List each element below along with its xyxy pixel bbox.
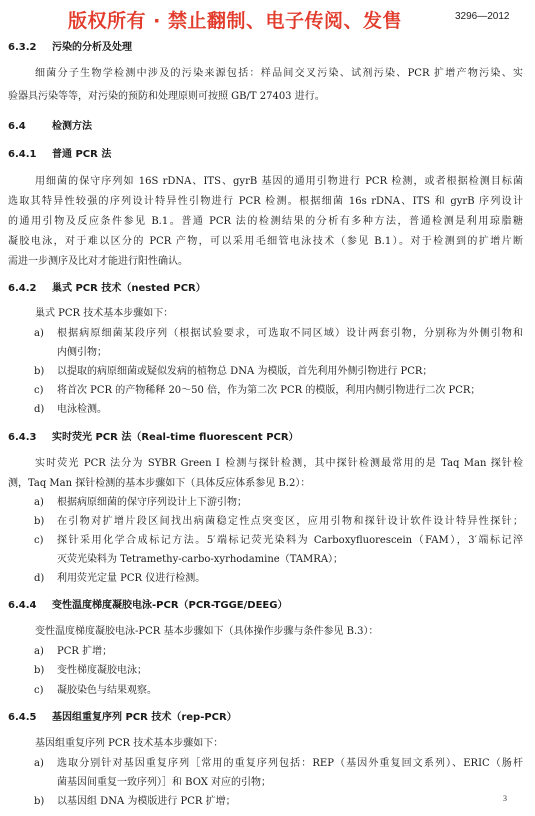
paragraph-line: 的通用引物及反应条件参见 B.1。普通 PCR 法的检测结果的分析有多种方法，普通检测是利用琼脂糖 bbox=[8, 216, 523, 227]
list-marker: c) bbox=[34, 385, 44, 396]
section-heading-6-4-2 bbox=[8, 283, 206, 295]
section-heading-6-4-3 bbox=[8, 432, 299, 444]
section-number: 6.4.1 bbox=[8, 149, 37, 160]
section-title: 实时荧光 PCR 法（Real-time fluorescent PCR） bbox=[52, 432, 299, 443]
list-marker: a) bbox=[34, 328, 44, 339]
section-title: 变性温度梯度凝胶电泳-PCR（PCR-TGGE/DEEG） bbox=[52, 600, 288, 611]
standard-code: 3296—2012 bbox=[455, 11, 510, 22]
list-item-line: 选取分别针对基因重复序列［常用的重复序列包括：REP（基因外重复回文系列）、ERIC（肠杆 bbox=[57, 758, 523, 769]
list-item-line: 在引物对扩增片段区间找出病菌稳定性点突变区，应用引物和探针设计软件设计特异性探针； bbox=[57, 516, 523, 527]
list-marker: c) bbox=[34, 535, 44, 546]
list-item-line: 将首次 PCR 的产物稀释 20～50 倍，作为第二次 PCR 的模版，利用内侧引物进行二次 PCR； bbox=[57, 385, 481, 396]
list-item-line: 灭荧光染料为 Tetramethy-carbo-xyrhodamine（TAMRA）； bbox=[57, 554, 344, 565]
section-number: 6.4.3 bbox=[8, 432, 37, 443]
list-marker: b) bbox=[34, 366, 45, 377]
section-heading-6-4 bbox=[8, 121, 92, 133]
section-title: 基因组重复序列 PCR 技术（rep-PCR） bbox=[52, 712, 237, 723]
section-number: 6.3.2 bbox=[8, 42, 37, 53]
paragraph-line: 选取其特异性较强的序列设计特异性引物进行 PCR 检测。根据细菌 16s rDNA、ITS 和 gyrB 序列设计 bbox=[8, 196, 523, 207]
section-number: 6.4.5 bbox=[8, 712, 37, 723]
paragraph-line: 巢式 PCR 技术基本步骤如下： bbox=[35, 308, 174, 319]
list-item-line: 以基因组 DNA 为模版进行 PCR 扩增； bbox=[57, 796, 236, 807]
paragraph-line: 需进一步测序及比对才能进行阳性确认。 bbox=[8, 256, 188, 267]
list-marker: b) bbox=[34, 665, 45, 676]
paragraph-line: 实时荧光 PCR 法分为 SYBR Green Ⅰ 检测与探针检测，其中探针检测最常用的是 Taq Man 探针检 bbox=[35, 458, 523, 469]
section-title: 巢式 PCR 技术（nested PCR） bbox=[52, 283, 206, 294]
copyright-watermark: 版权所有 · 禁止翻制、电子传阅、发售 bbox=[68, 10, 402, 32]
list-marker: b) bbox=[34, 516, 45, 527]
list-item-line: 探针采用化学合成标记方法。5′端标记荧光染料为 Carboxyfluorescein（FAM），3′端标记淬 bbox=[57, 535, 523, 546]
section-heading-6-4-1 bbox=[8, 149, 111, 161]
list-marker: a) bbox=[34, 497, 44, 508]
section-title: 普通 PCR 法 bbox=[52, 149, 112, 160]
list-marker: a) bbox=[34, 646, 44, 657]
paragraph-line: 细菌分子生物学检测中涉及的污染来源包括：样品间交叉污染、试剂污染、PCR 扩增产物污染、实 bbox=[35, 68, 523, 79]
paragraph-line: 基因组重复序列 PCR 技术基本步骤如下： bbox=[35, 738, 224, 749]
list-item-line: 根据病原细菌某段序列（根据试验要求，可选取不同区域）设计两套引物，分别称为外侧引物和 bbox=[57, 328, 523, 339]
section-title: 污染的分析及处理 bbox=[52, 42, 132, 53]
section-number: 6.4.4 bbox=[8, 600, 37, 611]
section-heading-6-4-4 bbox=[8, 600, 287, 612]
list-item-line: 凝胶染色与结果观察。 bbox=[57, 685, 157, 696]
page-number: 3 bbox=[503, 794, 507, 803]
section-heading-6-3-2 bbox=[8, 42, 132, 54]
paragraph-line: 凝胶电泳，对于难以区分的 PCR 产物，可以采用毛细管电泳技术（参见 B.1）。对于检测到的扩增片断 bbox=[8, 236, 523, 247]
paragraph-line: 用细菌的保守序列如 16S rDNA、ITS、gyrB 基因的通用引物进行 PCR 检测，或者根据检测目标菌 bbox=[35, 176, 523, 187]
list-item-line: PCR 扩增； bbox=[57, 646, 113, 657]
list-item-line: 以提取的病原细菌或疑似发病的植物总 DNA 为模版，首先利用外侧引物进行 PCR； bbox=[57, 366, 433, 377]
section-heading-6-4-5 bbox=[8, 712, 237, 724]
list-item-line: 电泳检测。 bbox=[57, 404, 107, 415]
list-item-line: 根据病原细菌的保守序列设计上下游引物； bbox=[57, 497, 247, 508]
paragraph-line: 变性温度梯度凝胶电泳-PCR 基本步骤如下（具体操作步骤与条件参见 B.3）： bbox=[35, 626, 379, 637]
section-title: 检测方法 bbox=[52, 121, 92, 132]
list-marker: d) bbox=[34, 573, 45, 584]
list-marker: b) bbox=[34, 796, 45, 807]
paragraph-line: 测，Taq Man 探针检测的基本步骤如下（具体反应体系参见 B.2）： bbox=[8, 478, 311, 489]
list-item-line: 利用荧光定量 PCR 仪进行检测。 bbox=[57, 573, 206, 584]
section-number: 6.4.2 bbox=[8, 283, 37, 294]
list-item-line: 变性梯度凝胶电泳； bbox=[57, 665, 147, 676]
list-item-line: 菌基因间重复一致序列）］和 BOX 对应的引物； bbox=[57, 777, 272, 788]
list-marker: d) bbox=[34, 404, 45, 415]
list-marker: c) bbox=[34, 685, 44, 696]
paragraph-line: 验器具污染等等，对污染的预防和处理原则可按照 GB/T 27403 进行。 bbox=[8, 91, 325, 102]
list-item-line: 内侧引物； bbox=[57, 347, 107, 358]
section-number: 6.4 bbox=[8, 121, 26, 132]
list-marker: a) bbox=[34, 758, 44, 769]
